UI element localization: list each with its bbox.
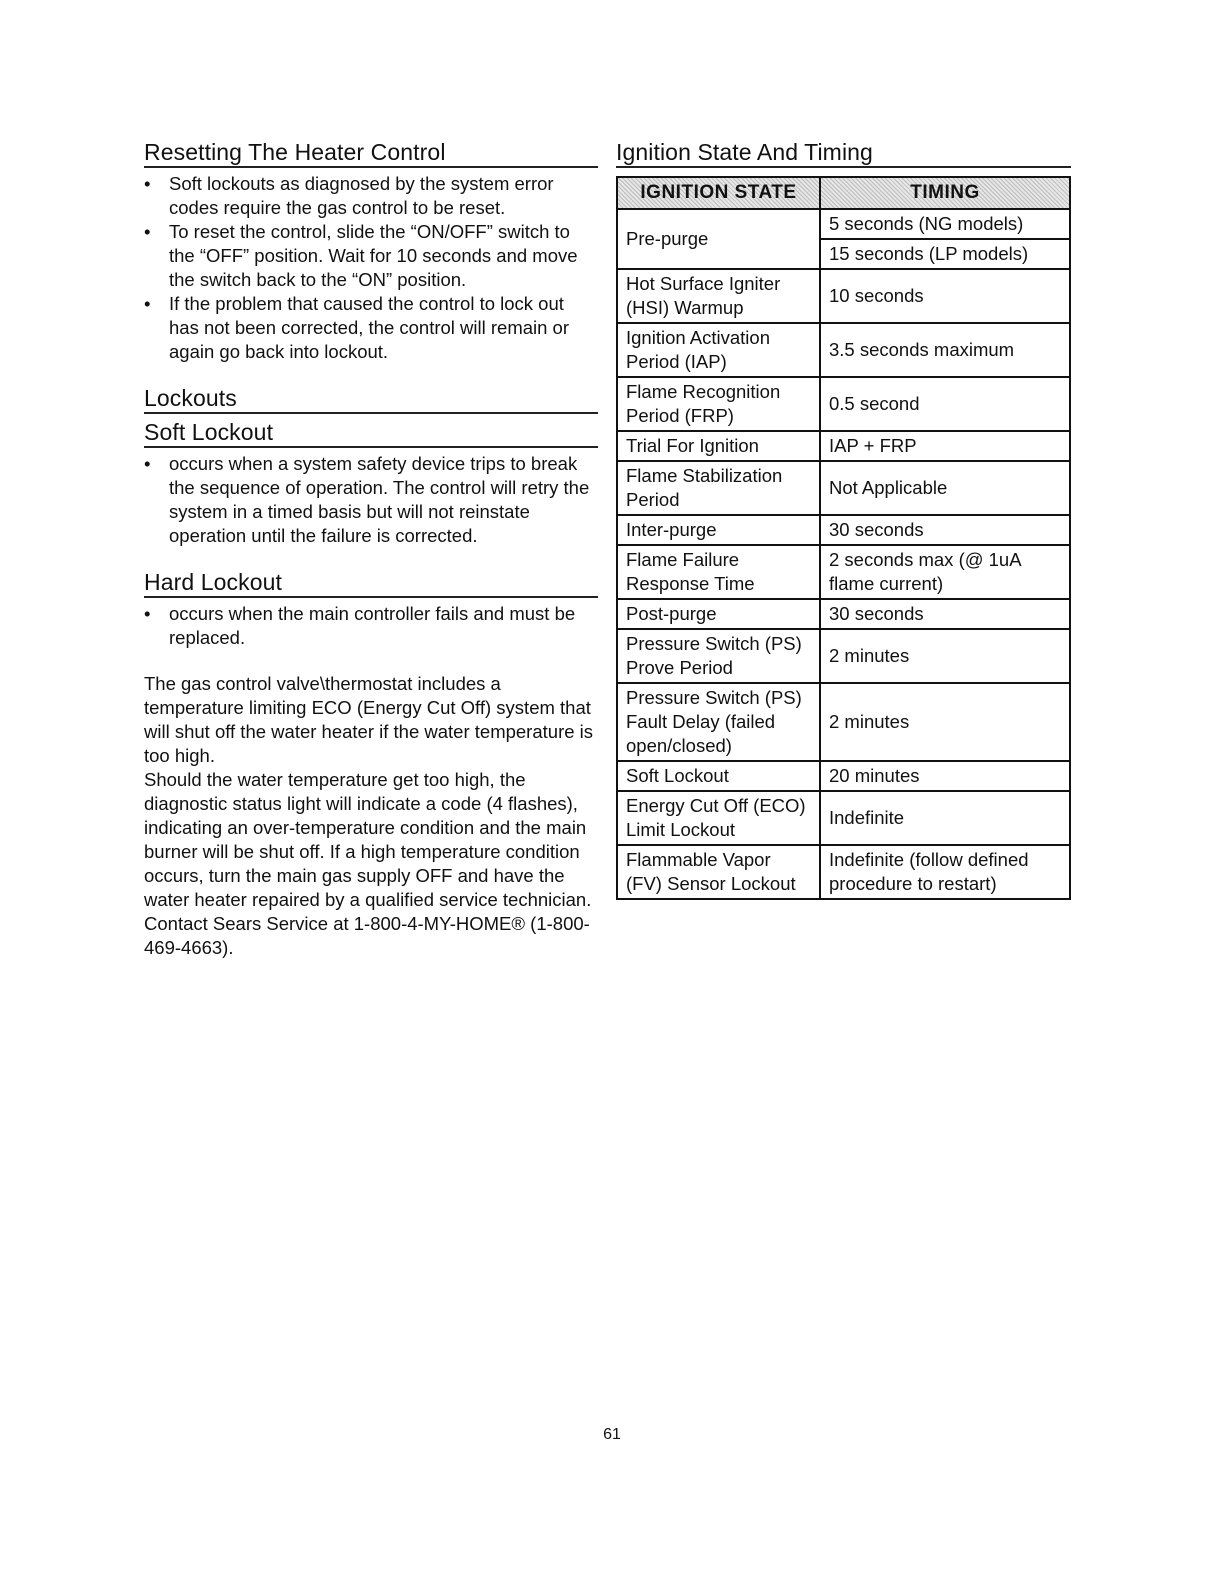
bullet-icon: • xyxy=(144,173,151,194)
timing-cell: 10 seconds xyxy=(820,269,1070,323)
timing-cell: IAP + FRP xyxy=(820,431,1070,461)
state-cell: Pressure Switch (PS) Prove Period xyxy=(617,629,820,683)
column-header-ignition-state: IGNITION STATE xyxy=(617,177,820,209)
state-cell: Post-purge xyxy=(617,599,820,629)
timing-cell: 2 seconds max (@ 1uA flame current) xyxy=(820,545,1070,599)
timing-cell: 0.5 second xyxy=(820,377,1070,431)
state-cell: Trial For Ignition xyxy=(617,431,820,461)
state-cell: Energy Cut Off (ECO) Limit Lockout xyxy=(617,791,820,845)
table-row xyxy=(617,269,1070,323)
list-item: • Soft lockouts as diagnosed by the system error codes require the gas control to be reset. xyxy=(144,173,554,218)
timing-cell: 2 minutes xyxy=(820,629,1070,683)
table-row xyxy=(617,845,1070,899)
table-row xyxy=(617,683,1070,761)
timing-cell: Not Applicable xyxy=(820,461,1070,515)
soft-lockout-list xyxy=(144,452,598,548)
table-row xyxy=(617,377,1070,431)
bullet-icon: • xyxy=(144,221,151,242)
timing-cell: 3.5 seconds maximum xyxy=(820,323,1070,377)
list-item: • occurs when the main controller fails and must be replaced. xyxy=(144,603,576,648)
right-column xyxy=(616,138,1071,900)
state-cell: Flame Failure Response Time xyxy=(617,545,820,599)
bullet-icon: • xyxy=(144,453,151,474)
ignition-heading: Ignition State And Timing xyxy=(616,138,1071,168)
state-cell: Flammable Vapor (FV) Sensor Lockout xyxy=(617,845,820,899)
state-cell: Inter-purge xyxy=(617,515,820,545)
eco-paragraph: The gas control valve\thermostat includes a temperature limiting ECO (Energy Cut Off) system that will shut off the water heater if the water temperature is too high. xyxy=(144,673,594,766)
list-item: • If the problem that caused the control to lock out has not been corrected, the control will remain or again go back into lockout. xyxy=(144,293,570,362)
timing-cell: Indefinite (follow defined procedure to restart) xyxy=(820,845,1070,899)
table-row xyxy=(617,599,1070,629)
hard-lockout-list xyxy=(144,602,598,650)
table-row xyxy=(617,515,1070,545)
table-row xyxy=(617,791,1070,845)
state-cell: Soft Lockout xyxy=(617,761,820,791)
table-row xyxy=(617,209,1070,239)
timing-cell: 30 seconds xyxy=(820,599,1070,629)
resetting-list xyxy=(144,172,598,364)
state-cell: Flame Recognition Period (FRP) xyxy=(617,377,820,431)
bullet-icon: • xyxy=(144,293,151,314)
table-row xyxy=(617,431,1070,461)
state-cell: Ignition Activation Period (IAP) xyxy=(617,323,820,377)
table-row xyxy=(617,545,1070,599)
resetting-heading: Resetting The Heater Control xyxy=(144,138,598,168)
timing-cell: 2 minutes xyxy=(820,683,1070,761)
page-number: 61 xyxy=(603,1426,621,1443)
timing-cell: Indefinite xyxy=(820,791,1070,845)
left-column xyxy=(144,138,598,960)
ignition-timing-table xyxy=(616,176,1071,900)
list-item: • To reset the control, slide the “ON/OFF” switch to the “OFF” position. Wait for 10 seconds and move the switch back to the “ON” position. xyxy=(144,221,578,290)
table-row xyxy=(617,461,1070,515)
lockouts-heading: Lockouts xyxy=(144,384,598,414)
state-cell: Pre-purge xyxy=(617,209,820,269)
state-cell: Hot Surface Igniter (HSI) Warmup xyxy=(617,269,820,323)
table-row xyxy=(617,629,1070,683)
state-cell: Flame Stabilization Period xyxy=(617,461,820,515)
table-row xyxy=(617,323,1070,377)
table-header-row xyxy=(617,177,1070,209)
list-item: • occurs when a system safety device trips to break the sequence of operation. The control will retry the system in a timed basis but will not reinstate operation until the failure is corrected. xyxy=(144,453,590,546)
soft-lockout-heading: Soft Lockout xyxy=(144,418,598,448)
timing-cell: 30 seconds xyxy=(820,515,1070,545)
column-header-timing: TIMING xyxy=(820,177,1070,209)
hard-lockout-heading: Hard Lockout xyxy=(144,568,598,598)
bullet-icon: • xyxy=(144,603,151,624)
timing-cell: 20 minutes xyxy=(820,761,1070,791)
state-cell: Pressure Switch (PS) Fault Delay (failed open/closed) xyxy=(617,683,820,761)
timing-cell: 5 seconds (NG models) xyxy=(820,209,1070,239)
high-temp-paragraph: Should the water temperature get too high, the diagnostic status light will indicate a code (4 flashes), indicating an over-temperature condition and the main burner will be shut off. If a high temperature condition occurs, turn the main gas supply OFF and have the water heater repaired by a qualified service technician. Contact Sears Service at 1-800-4-MY-HOME® (1-800-469-4663). xyxy=(144,769,592,958)
timing-cell: 15 seconds (LP models) xyxy=(820,239,1070,269)
table-row xyxy=(617,761,1070,791)
